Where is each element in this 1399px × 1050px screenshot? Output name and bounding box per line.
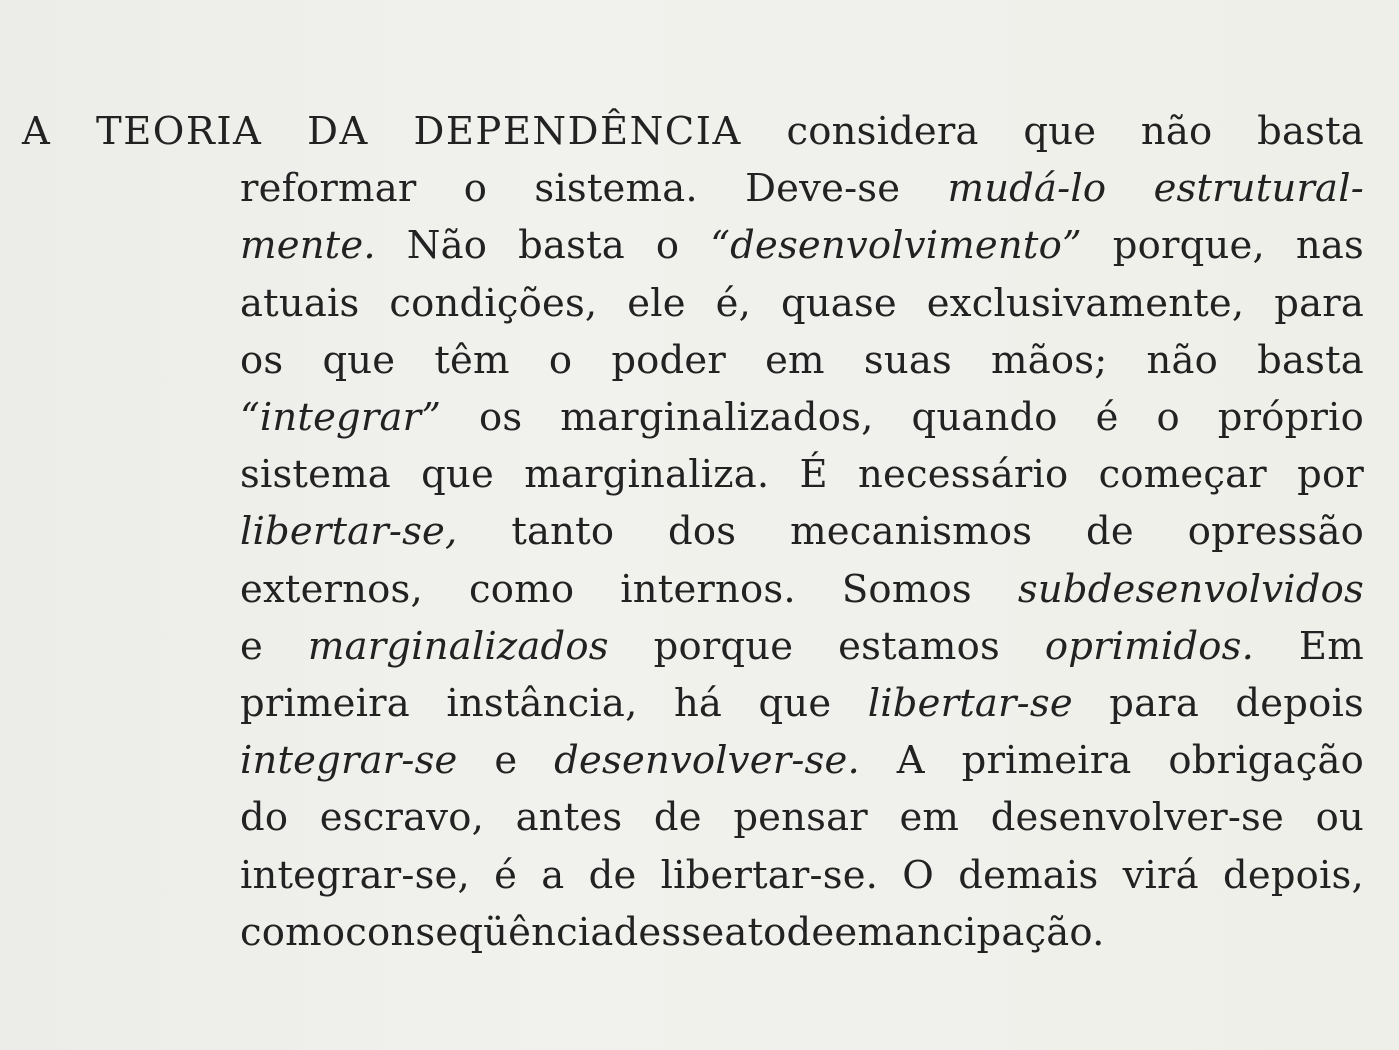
word: TEORIA	[96, 109, 263, 154]
italic-word: estrutural-	[1153, 166, 1364, 212]
paragraph-line	[240, 848, 1364, 904]
word: mecanismos	[790, 509, 1033, 555]
word: opressão	[1187, 509, 1364, 555]
word: em	[899, 795, 960, 841]
word: tanto	[511, 509, 615, 555]
italic-word: mente.	[240, 223, 376, 269]
paragraph-line	[240, 390, 1364, 446]
word: É	[799, 452, 828, 498]
word: para	[1274, 280, 1364, 326]
word: sistema.	[534, 166, 698, 212]
word: virá	[1122, 852, 1199, 898]
word: pensar	[733, 795, 868, 841]
word: primeira	[961, 738, 1132, 784]
paragraph-line	[240, 161, 1364, 217]
word: basta	[518, 223, 625, 269]
italic-word: marginalizados	[307, 623, 609, 669]
word: ele	[627, 280, 686, 326]
paragraph-line	[240, 562, 1364, 618]
word: reformar	[240, 166, 417, 212]
word: Não	[406, 223, 488, 269]
word: e	[240, 623, 263, 669]
paragraph-line	[240, 733, 1364, 789]
word: os	[479, 395, 523, 440]
word: quase	[780, 280, 897, 326]
word: necessário	[858, 452, 1069, 498]
word: os	[240, 337, 284, 383]
word: próprio	[1217, 395, 1364, 440]
word: porque,	[1112, 223, 1265, 269]
word: é	[494, 852, 518, 898]
word: que	[322, 337, 396, 383]
word: poder	[611, 337, 726, 383]
word: dos	[668, 509, 737, 555]
word: para	[1109, 681, 1199, 726]
word: o	[463, 166, 488, 212]
word: obrigação	[1168, 738, 1364, 784]
word: o	[548, 337, 573, 383]
word: depois,	[1222, 852, 1364, 898]
word: e	[494, 738, 518, 784]
word: emancipação.	[834, 909, 1105, 955]
word: têm	[434, 337, 510, 383]
word: considera	[786, 109, 979, 154]
paragraph-line	[240, 504, 1364, 560]
word: O	[902, 852, 935, 898]
word: em	[765, 337, 825, 383]
word: a	[541, 852, 565, 898]
word: de	[786, 909, 835, 955]
word: não	[1140, 109, 1213, 154]
word: escravo,	[319, 795, 485, 841]
word: sistema	[240, 452, 391, 498]
word: marginaliza.	[524, 452, 770, 498]
word: desse	[613, 909, 725, 955]
word: que	[1023, 109, 1097, 154]
word: A	[22, 109, 52, 154]
paragraph-line	[22, 104, 1364, 160]
word: ou	[1315, 795, 1364, 841]
word: não	[1146, 337, 1219, 383]
word: estamos	[838, 623, 1000, 669]
paragraph-line	[240, 276, 1364, 332]
word: nas	[1295, 223, 1364, 269]
word: internos.	[620, 566, 796, 612]
word: externos,	[240, 566, 423, 612]
italic-word: integrar-se	[240, 738, 458, 784]
word: condições,	[389, 280, 598, 326]
word: o	[655, 223, 680, 269]
word: o	[1156, 395, 1180, 440]
word: que	[421, 452, 494, 498]
word: do	[240, 795, 289, 841]
italic-word: “integrar”	[240, 395, 442, 440]
word: de	[588, 852, 637, 898]
word: primeira	[240, 681, 410, 726]
word: é	[1095, 395, 1119, 440]
word: de	[653, 795, 702, 841]
italic-word: desenvolver-se.	[554, 738, 860, 784]
paragraph-line	[240, 790, 1364, 846]
word: desenvolver-se	[990, 795, 1285, 841]
word: DA	[307, 109, 369, 154]
word: que	[758, 681, 832, 726]
word: conseqüência	[345, 909, 614, 955]
word: exclusivamente,	[926, 280, 1245, 326]
word: demais	[958, 852, 1099, 898]
word: marginalizados,	[560, 395, 874, 440]
italic-word: subdesenvolvidos	[1017, 566, 1364, 612]
word: libertar-se.	[660, 852, 879, 898]
paragraph-line	[240, 218, 1364, 274]
word: depois	[1235, 681, 1364, 726]
word: de	[1086, 509, 1134, 555]
italic-word: libertar-se,	[240, 509, 458, 555]
word: Somos	[841, 566, 972, 612]
word: basta	[1257, 109, 1364, 154]
word: há	[673, 681, 723, 726]
paragraph-line	[240, 333, 1364, 389]
paragraph-line	[240, 905, 1364, 961]
word: começar	[1098, 452, 1267, 498]
word: basta	[1257, 337, 1364, 383]
word: porque	[653, 623, 794, 669]
word: instância,	[446, 681, 638, 726]
word: DEPENDÊNCIA	[413, 109, 742, 154]
italic-word: libertar-se	[867, 681, 1073, 726]
word: quando	[911, 395, 1058, 440]
word: é,	[715, 280, 752, 326]
word: integrar-se,	[240, 852, 470, 898]
italic-word: oprimidos.	[1044, 623, 1255, 669]
word: suas	[863, 337, 952, 383]
word: atuais	[240, 280, 360, 326]
paragraph-line	[240, 447, 1364, 503]
italic-word: mudá-lo	[947, 166, 1107, 212]
word: A	[896, 738, 925, 784]
word: ato	[724, 909, 787, 955]
word: Deve-se	[745, 166, 901, 212]
italic-word: “desenvolvimento”	[710, 223, 1082, 269]
paragraph-line	[240, 676, 1364, 732]
paragraph-line	[240, 619, 1364, 675]
word: Em	[1298, 623, 1364, 669]
word: antes	[515, 795, 623, 841]
word: como	[468, 566, 575, 612]
word: por	[1297, 452, 1364, 498]
word: como	[240, 909, 346, 955]
word: mãos;	[991, 337, 1108, 383]
